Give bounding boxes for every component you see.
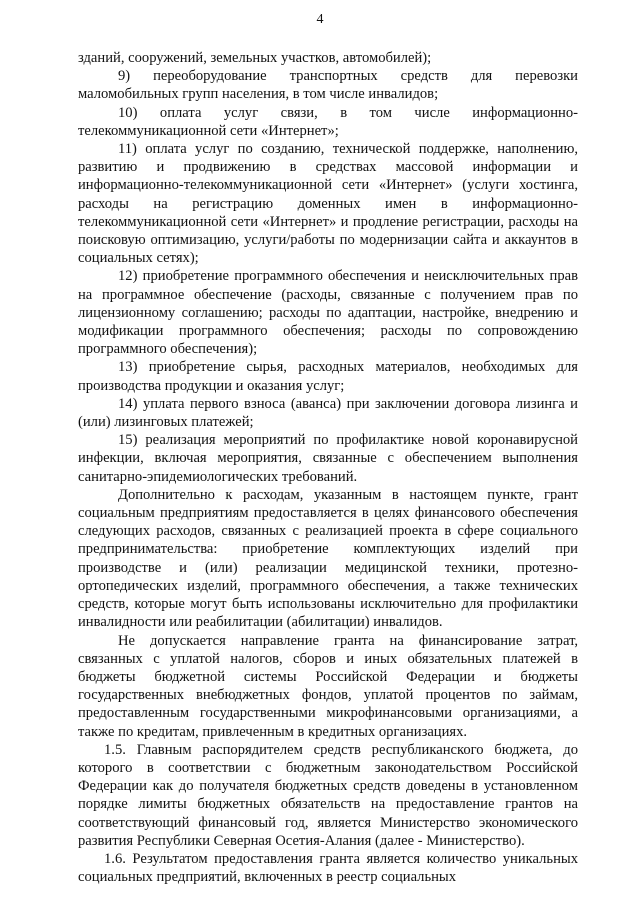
- section-1-5: 1.5. Главным распорядителем средств республиканского бюджета, до которого в соответствии с бюджетным законодательством Российской Федерации как до получателя бюджетных средств доведены в установленном порядке лимиты бюджетных обязательств на предоставление грантов на соответствующий финансовый год, является Министерство экономического развития Республики Северная Осетия-Алания (далее - Министерство).: [78, 741, 578, 849]
- list-item-10: 10) оплата услуг связи, в том числе информационно-телекоммуникационной сети «Интернет»;: [78, 104, 578, 139]
- paragraph-continuation: зданий, сооружений, земельных участков, автомобилей);: [78, 50, 432, 66]
- list-item-15: 15) реализация мероприятий по профилактике новой коронавирусной инфекции, включая мероприятия, связанные с обеспечением выполнения санитарно-эпидемиологических требований.: [78, 432, 578, 485]
- list-item-12: 12) приобретение программного обеспечения и неисключительных прав на программное обеспечение (расходы, связанные с получением прав по лицензионному соглашению; расходы по адаптации, настройке, внедрению и модификации программного обеспечения; расходы по сопровождению программного обеспечения);: [78, 268, 578, 358]
- document-body: [78, 49, 578, 886]
- paragraph-restrictions: Не допускается направление гранта на финансирование затрат, связанных с уплатой налогов, сборов и иных обязательных платежей в бюджеты бюджетной системы Российской Федерации и бюджеты государственных внебюджетных фондов, уплатой процентов по займам, предоставленным государственными микрофинансовыми организациями, а также по кредитам, привлеченным в кредитных организациях.: [78, 632, 578, 740]
- list-item-9: 9) переоборудование транспортных средств для перевозки маломобильных групп населения, в том числе инвалидов;: [78, 68, 578, 103]
- list-item-11: 11) оплата услуг по созданию, технической поддержке, наполнению, развитию и продвижению в средствах массовой информации и информационно-телекоммуникационной сети «Интернет» (услуги хостинга, расходы на регистрацию доменных имен в информационно-телекоммуникационной сети «Интернет» и продление регистрации, расходы на поисковую оптимизацию, услуги/работы по модернизации сайта и аккаунтов в социальных сетях);: [78, 141, 578, 267]
- section-1-6: 1.6. Результатом предоставления гранта является количество уникальных социальных предприятий, включенных в реестр социальных: [78, 850, 578, 886]
- list-item-13: 13) приобретение сырья, расходных материалов, необходимых для производства продукции и оказания услуг;: [78, 359, 578, 394]
- paragraph-additional-expenses: Дополнительно к расходам, указанным в настоящем пункте, грант социальным предприятиям предоставляется в целях финансового обеспечения следующих расходов, связанных с реализацией проекта в сфере социального предпринимательства: приобретение комплектующих изделий при производстве и (или) реализации медицинской техники, протезно-ортопедических изделий, программного обеспечения, а также технических средств, которые могут быть использованы исключительно для профилактики инвалидности или реабилитации (абилитации) инвалидов.: [78, 486, 578, 631]
- page-number: 4: [316, 12, 324, 27]
- list-item-14: 14) уплата первого взноса (аванса) при заключении договора лизинга и (или) лизинговых платежей;: [78, 395, 578, 431]
